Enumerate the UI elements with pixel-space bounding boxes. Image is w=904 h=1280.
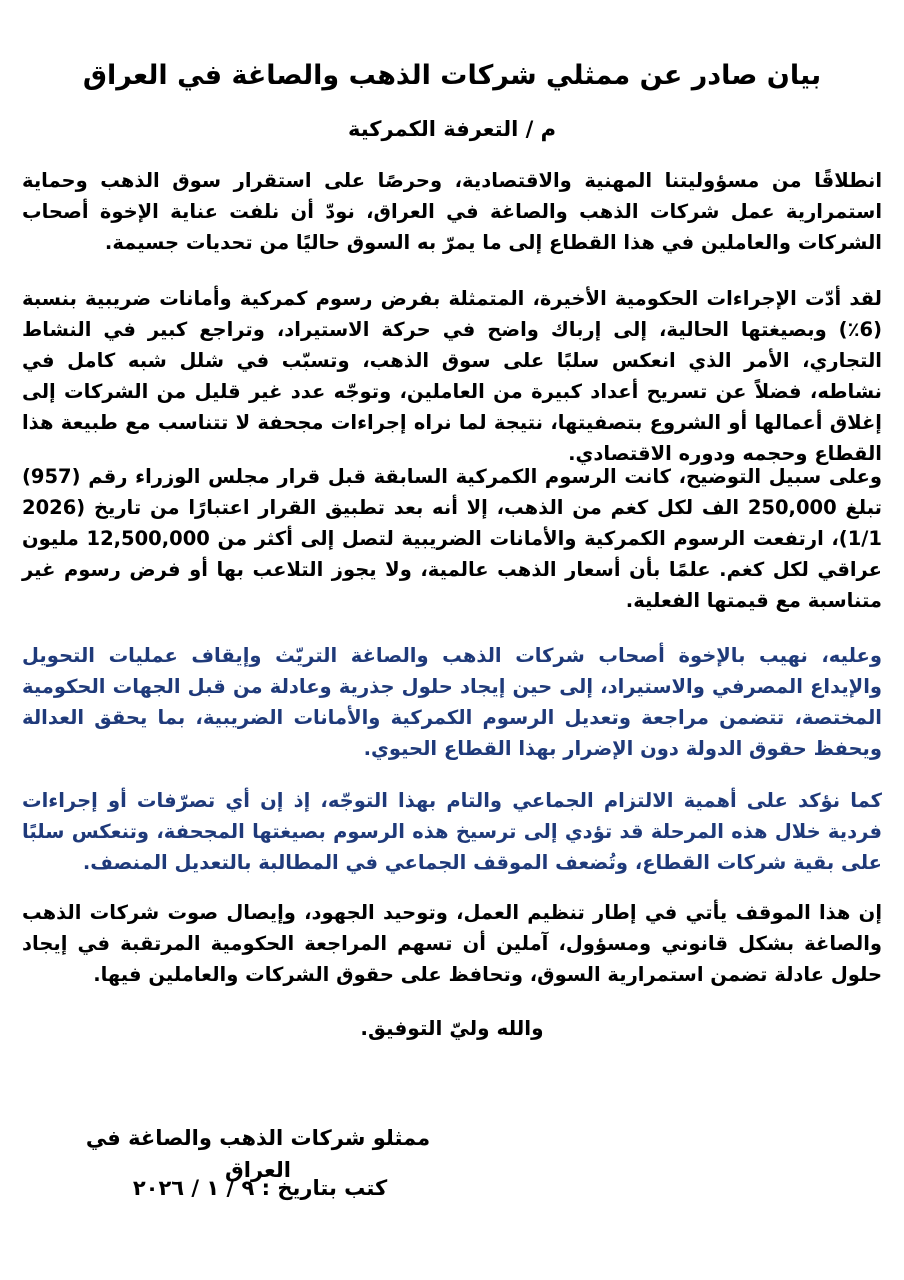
paragraph-impact: لقد أدّت الإجراءات الحكومية الأخيرة، المتمثلة بفرض رسوم كمركية وأمانات ضريبية بنسبة (6٪) وبصيغتها الحالية، إلى إرباك واضح في حركة الاستيراد، وتراجع كبير في النشاط التجاري، الأمر الذي انعكس سلبًا على سوق الذهب، وتسبّب في شلل شبه كامل في نشاطه، فضلاً عن تسريح أعداد كبيرة من العاملين، وتوجّه عدد غير قليل من الشركات إلى إغلاق أعمالها أو الشروع بتصفيتها، نتيجة لما نراه إجراءات مجحفة لا تتناسب مع طبيعة هذا القطاع وحجمه ودوره الاقتصادي.: [22, 287, 882, 465]
paragraph-commitment: كما نؤكد على أهمية الالتزام الجماعي والتام بهذا التوجّه، إذ إن أي تصرّفات أو إجراءات فردية خلال هذه المرحلة قد تؤدي إلى ترسيخ هذه الرسوم بصيغتها المجحفة، وتنعكس سلبًا على بقية شركات القطاع، وتُضعف الموقف الجماعي في المطالبة بالتعديل المنصف.: [22, 789, 882, 874]
paragraph-conclusion: إن هذا الموقف يأتي في إطار تنظيم العمل، وتوحيد الجهود، وإيصال صوت شركات الذهب والصاغة بشكل قانوني ومسؤول، آملين أن تسهم المراجعة الحكومية المرتقبة في إيجاد حلول عادلة تضمن استمرارية السوق، وتحافظ على حقوق الشركات والعاملين فيها.: [22, 901, 882, 986]
signature-block: ممثلو شركات الذهب والصاغة في العراق: [85, 1126, 431, 1182]
document-title: بيان صادر عن ممثلي شركات الذهب والصاغة في العراق: [82, 60, 822, 91]
closing-phrase: والله وليّ التوفيق.: [360, 1016, 544, 1040]
paragraph-appeal: وعليه، نهيب بالإخوة أصحاب شركات الذهب والصاغة التريّث وإيقاف عمليات التحويل والإيداع المصرفي والاستيراد، إلى حين إيجاد حلول جذرية وعادلة من قبل الجهات الحكومية المختصة، تتضمن مراجعة وتعديل الرسوم الكمركية والأمانات الضريبية، بما يحقق العدالة ويحفظ حقوق الدولة دون الإضرار بهذا القطاع الحيوي.: [22, 644, 882, 760]
paragraph-clarification: وعلى سبيل التوضيح، كانت الرسوم الكمركية السابقة قبل قرار مجلس الوزراء رقم (957) تبلغ 250,000 الف لكل كغم من الذهب، إلا أنه بعد تطبيق القرار اعتبارًا من تاريخ (2026 1/1)، ارتفعت الرسوم الكمركية والأمانات الضريبية لتصل إلى أكثر من 12,500,000 مليون عراقي لكل كغم. علمًا بأن أسعار الذهب عالمية، ولا يجوز التلاعب بها أو فرض رسوم غير متناسبة مع قيمتها الفعلية.: [22, 465, 882, 612]
date-line: كتب بتاريخ : ٩ / ١ / ٢٠٢٦: [132, 1176, 388, 1200]
document-subject: م / التعرفة الكمركية: [347, 117, 556, 141]
paragraph-introduction: انطلاقًا من مسؤوليتنا المهنية والاقتصادية، وحرصًا على استقرار سوق الذهب وحماية استمرارية عمل شركات الذهب والصاغة في العراق، نودّ أن نلفت عناية الإخوة أصحاب الشركات والعاملين في هذا القطاع إلى ما يمرّ به السوق حاليًا من تحديات جسيمة.: [22, 169, 882, 254]
